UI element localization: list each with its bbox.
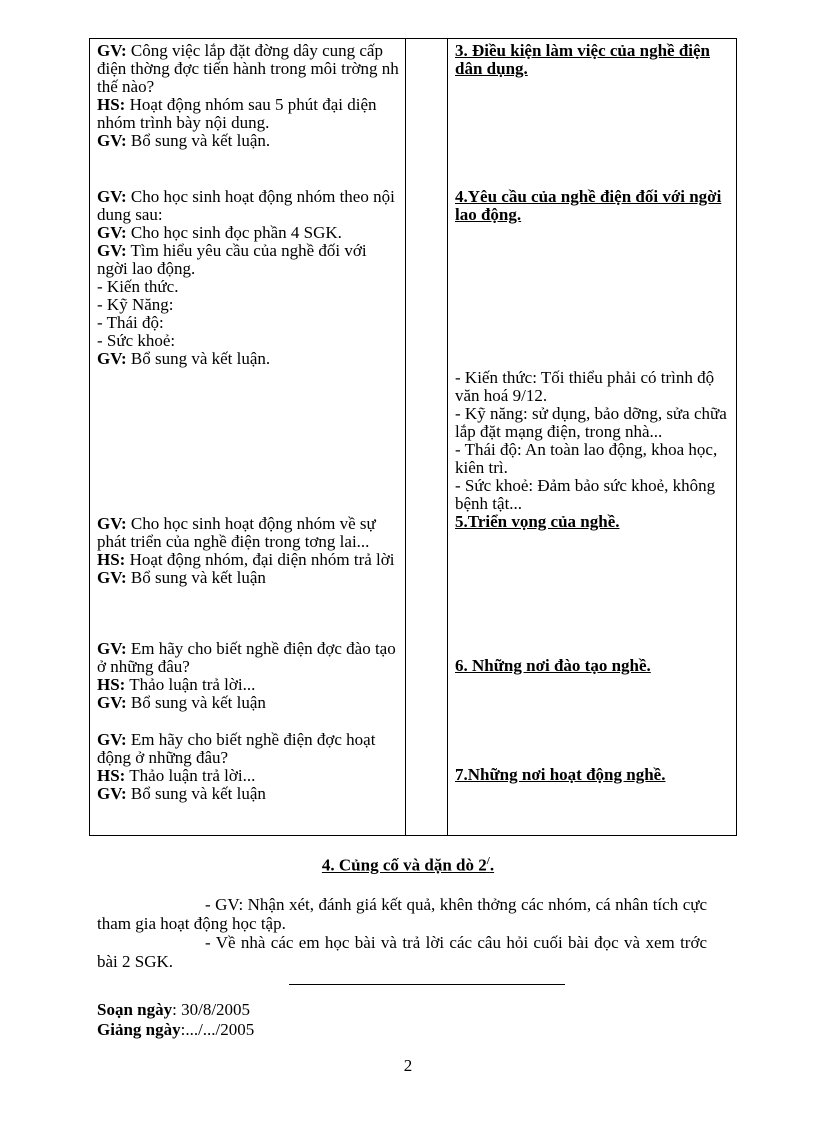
prepared-date-label: Soạn ngày (97, 1000, 173, 1019)
role-label: GV: (97, 41, 127, 60)
requirement-skill: - Kỹ năng: sử dụng, bảo dỡng, sửa chữa lắp đặt mạng điện, trong nhà... (455, 404, 727, 441)
activity-text: Em hãy cho biết nghề điện đợc hoạt động ở những đâu? (97, 730, 376, 767)
requirement-attitude: - Thái độ: An toàn lao động, khoa học, kiên trì. (455, 440, 718, 477)
activity-text: Bổ sung và kết luận. (126, 349, 271, 368)
role-label: GV: (97, 784, 127, 803)
column-divider (447, 39, 448, 835)
role-label: GV: (97, 568, 127, 587)
requirements-list (455, 369, 733, 513)
role-label: HS: (97, 550, 126, 569)
role-label: HS: (97, 95, 126, 114)
heading-7: 7.Những nơi hoạt động nghề. (455, 765, 666, 784)
activity-text: Cho học sinh hoạt động nhóm theo nội dung sau: (97, 187, 395, 224)
role-label: HS: (97, 766, 126, 785)
role-label: GV: (97, 514, 127, 533)
closing-item-homework: - Về nhà các em học bài và trả lời các câu hỏi cuối bài đọc và xem trớc bài 2 SGK. (97, 933, 707, 971)
activity-block-3 (97, 515, 399, 587)
role-label: GV: (97, 730, 127, 749)
activity-block-2 (97, 188, 399, 368)
activity-text: Bổ sung và kết luận. (126, 131, 271, 150)
activity-block-1 (97, 42, 399, 150)
role-label: GV: (97, 187, 127, 206)
activity-block-4 (97, 640, 399, 712)
closing-paragraph (97, 895, 707, 971)
role-label: GV: (97, 693, 127, 712)
prepared-date-value: : 30/8/2005 (172, 1000, 251, 1019)
activity-text: Hoạt động nhóm sau 5 phút đại diện nhóm trình bày nội dung. (97, 95, 377, 132)
activity-text: - Sức khoẻ: (97, 331, 176, 350)
role-label: GV: (97, 639, 127, 658)
activity-block-5 (97, 731, 399, 803)
activity-text: Thảo luận trả lời... (125, 675, 256, 694)
closing-item-review: - GV: Nhận xét, đánh giá kết quả, khên thởng các nhóm, cá nhân tích cực tham gia hoạt động học tập. (97, 895, 707, 933)
teaching-date-label: Giảng ngày (97, 1020, 181, 1039)
section-4-title-sup: / (486, 855, 490, 867)
activity-text: - Kiến thức. (97, 277, 179, 296)
lesson-table (89, 38, 737, 836)
activity-text: Em hãy cho biết nghề điện đợc đào tạo ở những đâu? (97, 639, 396, 676)
activity-text: - Kỹ Năng: (97, 295, 174, 314)
activity-text: Hoạt động nhóm, đại diện nhóm trả lời (125, 550, 395, 569)
heading-6: 6. Những nơi đào tạo nghề. (455, 656, 651, 675)
role-label: HS: (97, 675, 126, 694)
section-4-title-dot: . (489, 855, 495, 875)
role-label: GV: (97, 131, 127, 150)
heading-5: 5.Triển vọng của nghề. (455, 512, 620, 531)
activity-text: Cho học sinh đọc phần 4 SGK. (126, 223, 342, 242)
activity-text: Bổ sung và kết luận (126, 568, 266, 587)
role-label: GV: (97, 241, 127, 260)
column-divider (405, 39, 406, 835)
requirement-knowledge: - Kiến thức: Tối thiểu phải có trình độ văn hoá 9/12. (455, 368, 715, 405)
requirement-health: - Sức khoẻ: Đảm bảo sức khoẻ, không bệnh tật... (455, 476, 716, 513)
teaching-date (97, 1020, 254, 1040)
activity-text: Công việc lắp đặt đờng dây cung cấp điện thờng đợc tiến hành trong môi trờng nh thế nào? (97, 41, 399, 96)
separator-line (289, 984, 565, 985)
activity-text: - Thái độ: (97, 313, 164, 332)
activity-text: Thảo luận trả lời... (125, 766, 256, 785)
section-4-title-text: 4. Củng cố và dặn dò 2 (321, 855, 487, 875)
page-number: 2 (403, 1056, 413, 1075)
prepared-date (97, 1000, 250, 1020)
section-4-title (0, 855, 816, 876)
role-label: GV: (97, 349, 127, 368)
heading-4: 4.Yêu cầu của nghề điện đối với ngời lao động. (455, 187, 722, 224)
activity-text: Bổ sung và kết luận (126, 693, 266, 712)
activity-text: Tìm hiểu yêu cầu của nghề đối với ngời lao động. (97, 241, 367, 278)
activity-text: Bổ sung và kết luận (126, 784, 266, 803)
activity-text: Cho học sinh hoạt động nhóm về sự phát triển của nghề điện trong tơng lai... (97, 514, 376, 551)
heading-3: 3. Điều kiện làm việc của nghề điện dân dụng. (455, 41, 711, 78)
role-label: GV: (97, 223, 127, 242)
teaching-date-value: :.../.../2005 (180, 1020, 255, 1039)
